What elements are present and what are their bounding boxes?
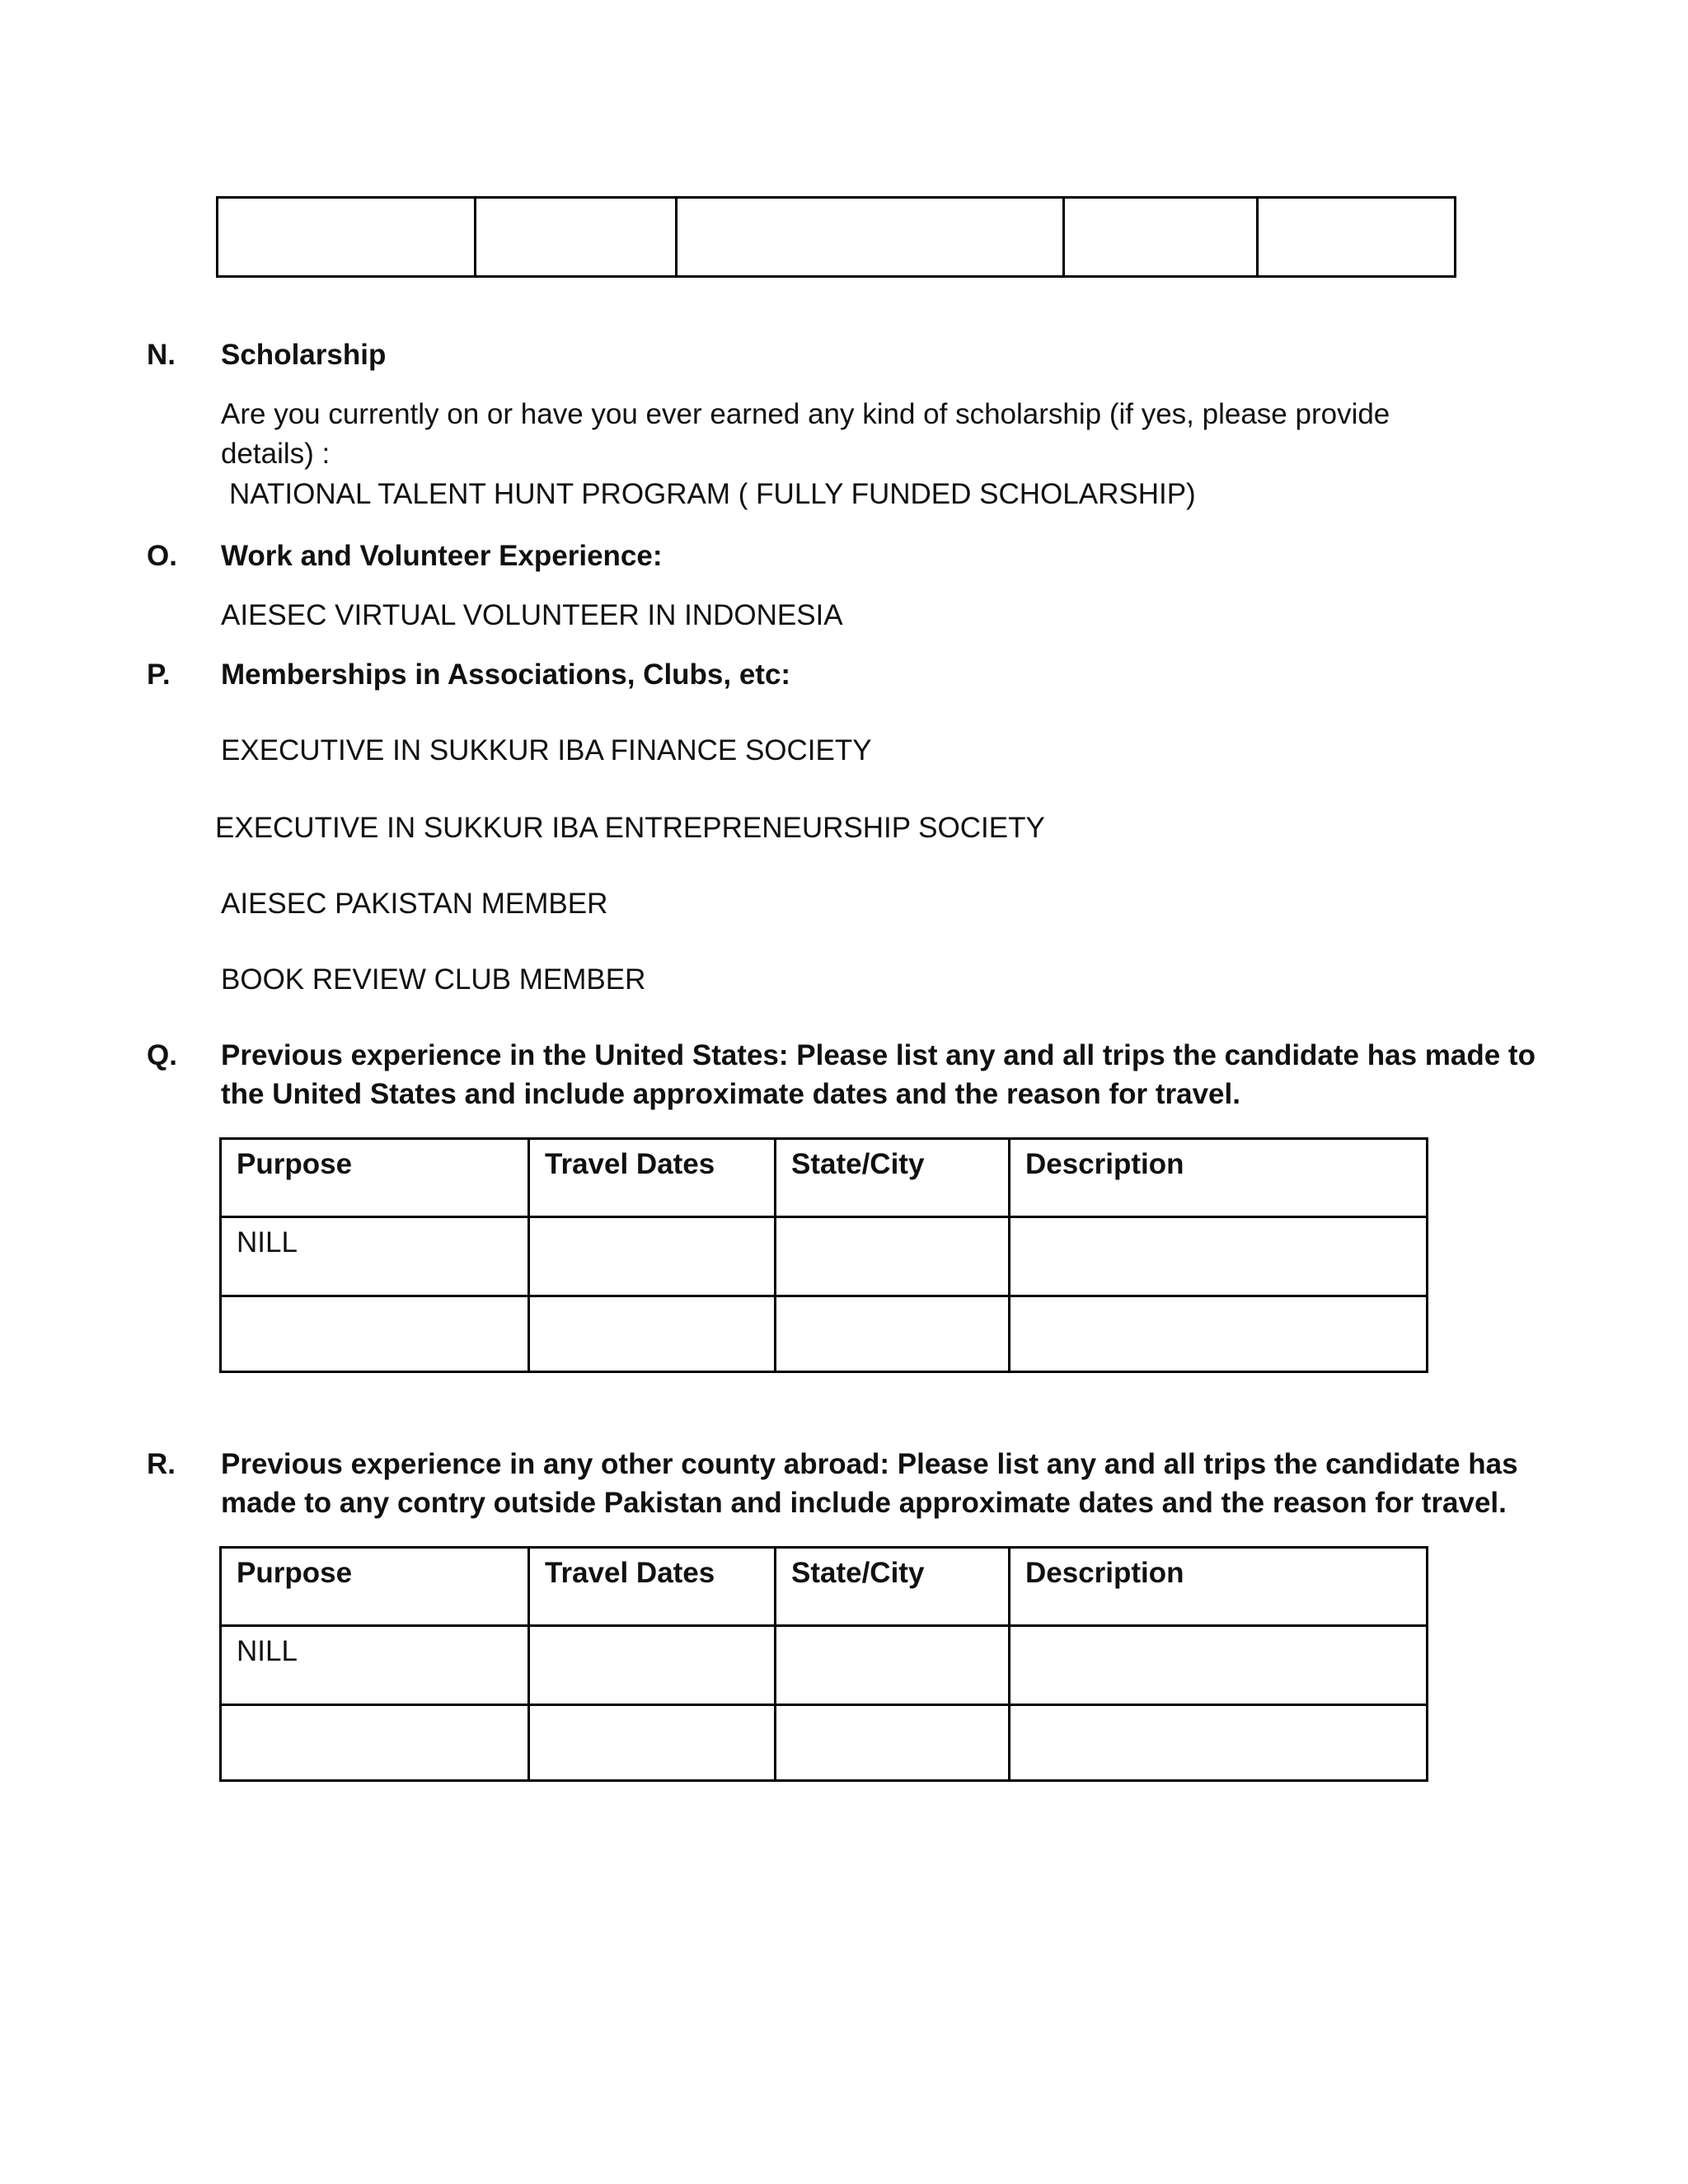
scholarship-answer: NATIONAL TALENT HUNT PROGRAM ( FULLY FUNDED SCHOLARSHIP): [229, 478, 1196, 510]
section-q-title-line2: the United States and include approximate dates and the reason for travel.: [221, 1078, 1240, 1110]
membership-item: EXECUTIVE IN SUKKUR IBA FINANCE SOCIETY: [221, 734, 872, 766]
section-n-letter: N.: [147, 339, 176, 371]
column-header: State/City: [776, 1548, 1010, 1626]
membership-item: AIESEC PAKISTAN MEMBER: [221, 888, 608, 920]
table-cell: [1258, 198, 1456, 277]
membership-item: EXECUTIVE IN SUKKUR IBA ENTREPRENEURSHIP SOCIETY: [215, 812, 1045, 844]
table-cell: NILL: [221, 1626, 529, 1704]
table-cell: NILL: [221, 1217, 529, 1296]
table-cell: [476, 198, 677, 277]
column-header: State/City: [776, 1139, 1010, 1217]
table-cell: [529, 1217, 776, 1296]
table-cell: [1010, 1626, 1428, 1704]
table-cell: [776, 1704, 1010, 1780]
table-cell: [1010, 1704, 1428, 1780]
table-cell: [1010, 1217, 1428, 1296]
table-cell: [529, 1704, 776, 1780]
section-q-letter: Q.: [147, 1039, 177, 1071]
section-o-letter: O.: [147, 540, 177, 572]
top-empty-table: [216, 196, 1456, 278]
column-header: Travel Dates: [529, 1139, 776, 1217]
table-cell: [529, 1626, 776, 1704]
section-r-letter: R.: [147, 1448, 176, 1480]
column-header: Travel Dates: [529, 1548, 776, 1626]
scholarship-question-line2: details) :: [221, 438, 331, 470]
table-cell: [776, 1217, 1010, 1296]
table-cell: [221, 1704, 529, 1780]
table-row: [221, 1704, 1428, 1780]
table-cell: [677, 198, 1064, 277]
section-r-title-line1: Previous experience in any other county abroad: Please list any and all trips the candidate has: [221, 1448, 1518, 1480]
table-cell: [529, 1296, 776, 1371]
column-header: Description: [1010, 1139, 1428, 1217]
column-header: Purpose: [221, 1548, 529, 1626]
section-n-title: Scholarship: [221, 339, 387, 371]
column-header: Purpose: [221, 1139, 529, 1217]
section-o-title: Work and Volunteer Experience:: [221, 540, 663, 572]
membership-item: BOOK REVIEW CLUB MEMBER: [221, 963, 646, 996]
table-cell: [221, 1296, 529, 1371]
table-row: [221, 1217, 1428, 1296]
table-row: [221, 1296, 1428, 1371]
section-p-letter: P.: [147, 658, 171, 691]
us-travel-table: [219, 1137, 1428, 1373]
table-cell: [776, 1296, 1010, 1371]
section-r-title-line2: made to any contry outside Pakistan and include approximate dates and the reason for travel.: [221, 1487, 1507, 1519]
section-q-title-line1: Previous experience in the United States: Please list any and all trips the candidate has made to: [221, 1039, 1536, 1071]
column-header: Description: [1010, 1548, 1428, 1626]
table-cell: [1010, 1296, 1428, 1371]
section-p-title: Memberships in Associations, Clubs, etc:: [221, 658, 791, 691]
table-cell: [776, 1626, 1010, 1704]
table-row: [221, 1626, 1428, 1704]
table-cell: [218, 198, 476, 277]
table-cell: [1064, 198, 1258, 277]
abroad-travel-table: [219, 1546, 1428, 1782]
scholarship-question-line1: Are you currently on or have you ever earned any kind of scholarship (if yes, please provide: [221, 398, 1390, 430]
work-experience-answer: AIESEC VIRTUAL VOLUNTEER IN INDONESIA: [221, 599, 843, 631]
